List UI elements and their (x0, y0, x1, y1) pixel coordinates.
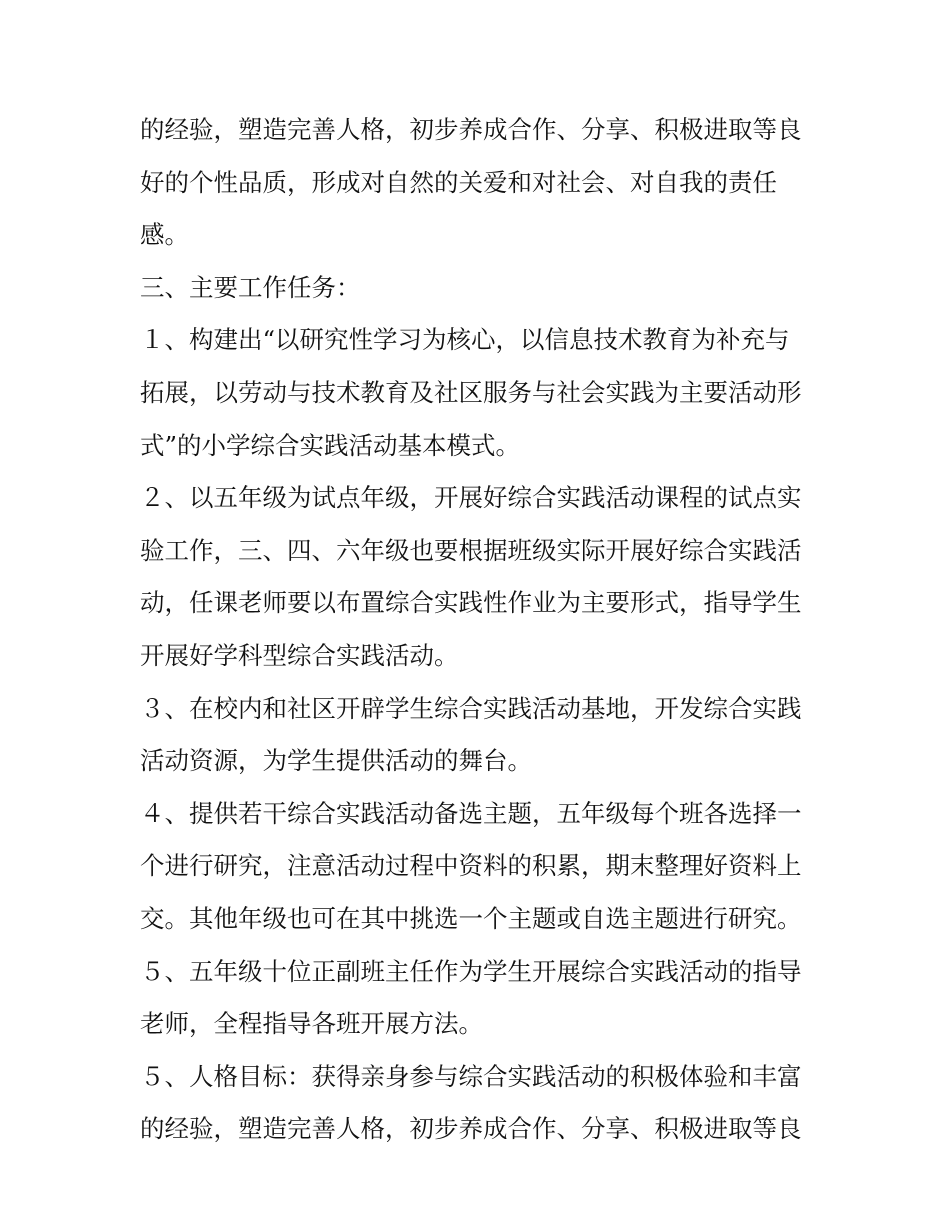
section-heading: 三、主要工作任务： (140, 272, 361, 302)
text-line: 验工作，三、四、六年级也要根据班级实际开展好综合实践活 (140, 535, 802, 565)
list-item-3: ３、在校内和社区开辟学生综合实践活动基地，开发综合实践 (140, 693, 802, 723)
text-line: 开展好学科型综合实践活动。 (140, 640, 459, 670)
list-item-2: ２、以五年级为试点年级，开展好综合实践活动课程的试点实 (140, 483, 802, 513)
text-line: 感。 (140, 220, 189, 250)
list-item-4: ４、提供若干综合实践活动备选主题，五年级每个班各选择一 (140, 798, 802, 828)
list-item-5b: ５、人格目标：获得亲身参与综合实践活动的积极体验和丰富 (140, 1061, 802, 1091)
text-line: 动，任课老师要以布置综合实践性作业为主要形式，指导学生 (140, 588, 802, 618)
document-body (140, 104, 820, 1156)
text-line: 的经验，塑造完善人格，初步养成合作、分享、积极进取等良 (140, 1114, 802, 1144)
text-line: 老师，全程指导各班开展方法。 (140, 1009, 483, 1039)
text-line: 交。其他年级也可在其中挑选一个主题或自选主题进行研究。 (140, 903, 802, 933)
text-line: 的经验，塑造完善人格，初步养成合作、分享、积极进取等良 (140, 115, 802, 144)
list-item-5: ５、五年级十位正副班主任作为学生开展综合实践活动的指导 (140, 956, 802, 986)
list-item-1: １、构建出“以研究性学习为核心，以信息技术教育为补充与 (140, 325, 790, 355)
text-line: 好的个性品质，形成对自然的关爱和对社会、对自我的责任 (140, 167, 777, 197)
text-line: 个进行研究，注意活动过程中资料的积累，期末整理好资料上 (140, 851, 802, 881)
text-line: 式”的小学综合实践活动基本模式。 (140, 430, 521, 460)
text-line: 活动资源，为学生提供活动的舞台。 (140, 746, 532, 776)
text-line: 拓展，以劳动与技术教育及社区服务与社会实践为主要活动形 (140, 377, 802, 407)
